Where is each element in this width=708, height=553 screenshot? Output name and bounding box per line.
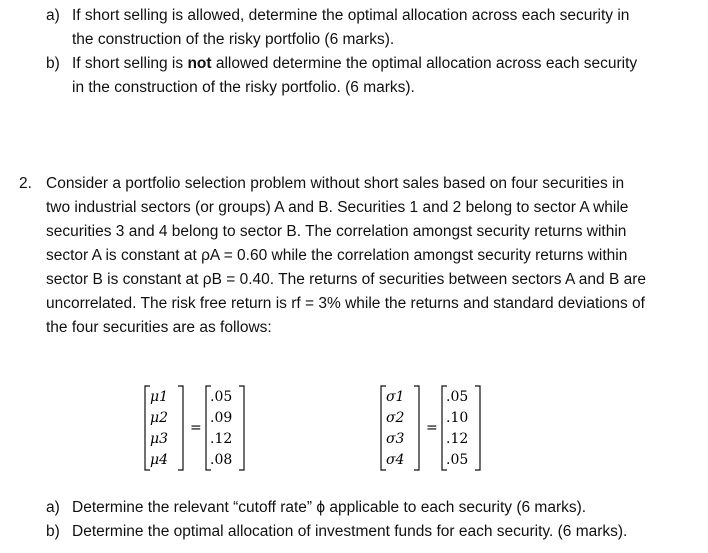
mu-symbol-2: μ2 [150, 410, 169, 426]
mu-equals-sign: = [190, 420, 202, 436]
question-2-line-5: sector B is constant at ρB = 0.40. The returns of securities between sectors A and B are [46, 271, 647, 288]
sigma-value-2: .10 [446, 410, 469, 426]
q2-item-a-text: Determine the relevant “cutoff rate” ϕ applicable to each security (6 marks). [72, 499, 587, 516]
question-2-line-3: securities 3 and 4 belong to sector B. The correlation amongst security returns within [46, 223, 627, 240]
mu-symbol-1: μ1 [150, 389, 169, 405]
sigma-equals-sign: = [426, 420, 438, 436]
q2-item-a-label: a) [46, 499, 60, 516]
emphasis-not: not [187, 55, 212, 72]
sigma-symbol-3: σ3 [386, 431, 405, 447]
mu-symbol-3: μ3 [150, 431, 169, 447]
q2-item-b-text: Determine the optimal allocation of investment funds for each security. (6 marks). [72, 523, 628, 540]
item-a-line-2: the construction of the risky portfolio (6 marks). [72, 31, 395, 48]
sigma-right-bracket-close [475, 386, 480, 470]
sigma-value-1: .05 [446, 389, 469, 405]
question-2-line-6: uncorrelated. The risk free return is rf = 3% while the returns and standard deviations of [46, 295, 645, 312]
question-2-line-1: Consider a portfolio selection problem without short sales based on four securities in [46, 175, 625, 192]
sigma-symbol-1: σ1 [386, 389, 405, 405]
sigma-symbol-4: σ4 [386, 452, 405, 468]
question-2-line-7: the four securities are as follows: [46, 319, 272, 336]
mu-right-bracket-close [239, 386, 244, 470]
q2-item-b-label: b) [46, 523, 60, 540]
mu-value-4: .08 [210, 452, 233, 468]
sigma-value-4: .05 [446, 452, 469, 468]
sigma-vector-equation [376, 382, 496, 476]
mu-left-bracket-close [178, 386, 183, 470]
item-a-line-1: If short selling is allowed, determine the optimal allocation across each security in [72, 7, 630, 24]
mu-value-2: .09 [210, 410, 233, 426]
sigma-value-3: .12 [446, 431, 469, 447]
question-2-line-2: two industrial sectors (or groups) A and B. Securities 1 and 2 belong to sector A while [46, 199, 629, 216]
question-2-number: 2. [19, 175, 32, 192]
item-a-label: a) [46, 7, 60, 24]
mu-value-3: .12 [210, 431, 233, 447]
sigma-left-bracket-close [414, 386, 419, 470]
item-b-label: b) [46, 55, 60, 72]
mu-vector-equation [140, 382, 260, 476]
mu-symbol-4: μ4 [150, 452, 169, 468]
item-b-line-1: If short selling is not allowed determine the optimal allocation across each security [72, 55, 638, 72]
item-b-line-2: in the construction of the risky portfolio. (6 marks). [72, 79, 415, 96]
question-2-line-4: sector A is constant at ρA = 0.60 while the correlation amongst security returns within [46, 247, 628, 264]
sigma-symbol-2: σ2 [386, 410, 405, 426]
mu-value-1: .05 [210, 389, 233, 405]
